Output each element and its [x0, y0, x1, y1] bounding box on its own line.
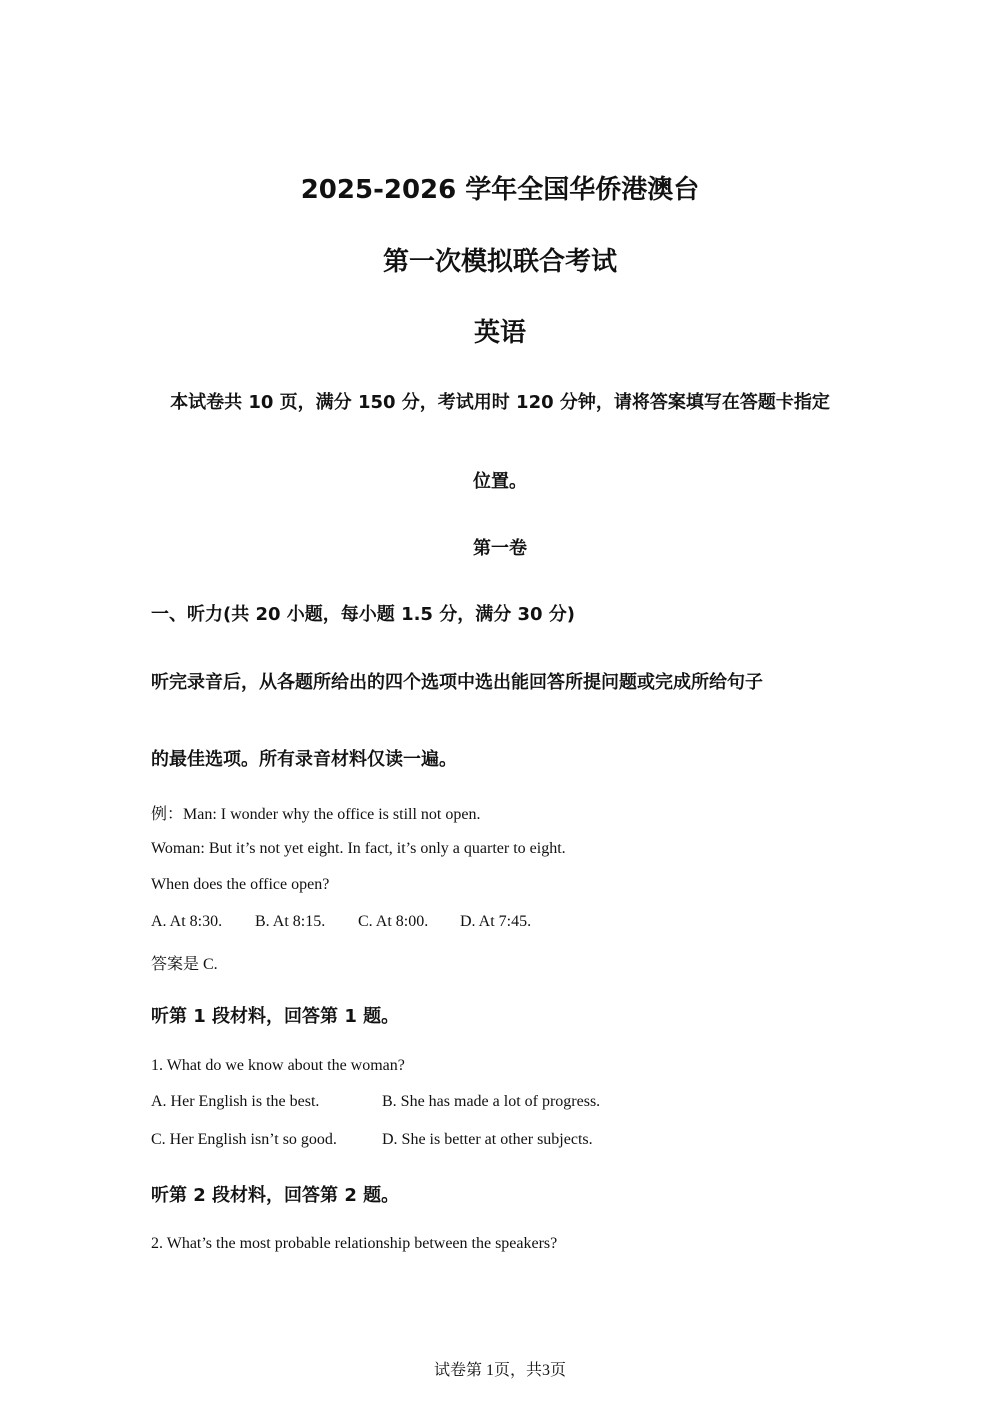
example-man-text: Man: I wonder why the office is still not open.: [183, 806, 481, 823]
example-option-d: D. At 7:45.: [460, 913, 532, 930]
example-option-b: B. At 8:15.: [255, 913, 326, 930]
question-1-option-a: A. Her English is the best.: [151, 1093, 320, 1110]
exam-note-line1: 本试卷共 10 页，满分 150 分，考试用时 120 分钟，请将答案填写在答题卡指定: [170, 392, 830, 413]
question-1-option-c: C. Her English isn’t so good.: [151, 1131, 337, 1148]
part-heading: 第一卷: [473, 538, 527, 559]
question-1: 1. What do we know about the woman?: [151, 1057, 405, 1074]
subject-title: 英语: [473, 318, 526, 348]
example-woman-line: Woman: But it’s not yet eight. In fact, it’s only a quarter to eight.: [151, 840, 566, 857]
question-2: 2. What’s the most probable relationship between the speakers?: [151, 1235, 558, 1252]
example-question: When does the office open?: [151, 876, 330, 893]
question-1-option-b: B. She has made a lot of progress.: [382, 1093, 601, 1110]
example-prefix: 例：: [151, 804, 184, 823]
section-heading-listening: 一、听力(共 20 小题，每小题 1.5 分，满分 30 分): [151, 604, 576, 625]
exam-title-line2: 第一次模拟联合考试: [382, 247, 617, 277]
material2-heading: 听第 2 段材料，回答第 2 题。: [151, 1185, 400, 1206]
instruction-line2: 的最佳选项。所有录音材料仅读一遍。: [151, 749, 457, 770]
example-option-a: A. At 8:30.: [151, 913, 223, 930]
example-option-c: C. At 8:00.: [358, 913, 429, 930]
question-1-option-d: D. She is better at other subjects.: [382, 1131, 593, 1148]
example-man-line: [151, 801, 480, 824]
exam-note-line2: 位置。: [473, 471, 527, 492]
exam-title-line1: 2025-2026 学年全国华侨港澳台: [300, 175, 700, 205]
example-answer: 答案是 C.: [151, 956, 218, 973]
material1-heading: 听第 1 段材料，回答第 1 题。: [151, 1006, 400, 1027]
page-footer: 试卷第 1页，共3页: [433, 1362, 566, 1379]
instruction-line1: 听完录音后，从各题所给出的四个选项中选出能回答所提问题或完成所给句子: [151, 672, 763, 693]
